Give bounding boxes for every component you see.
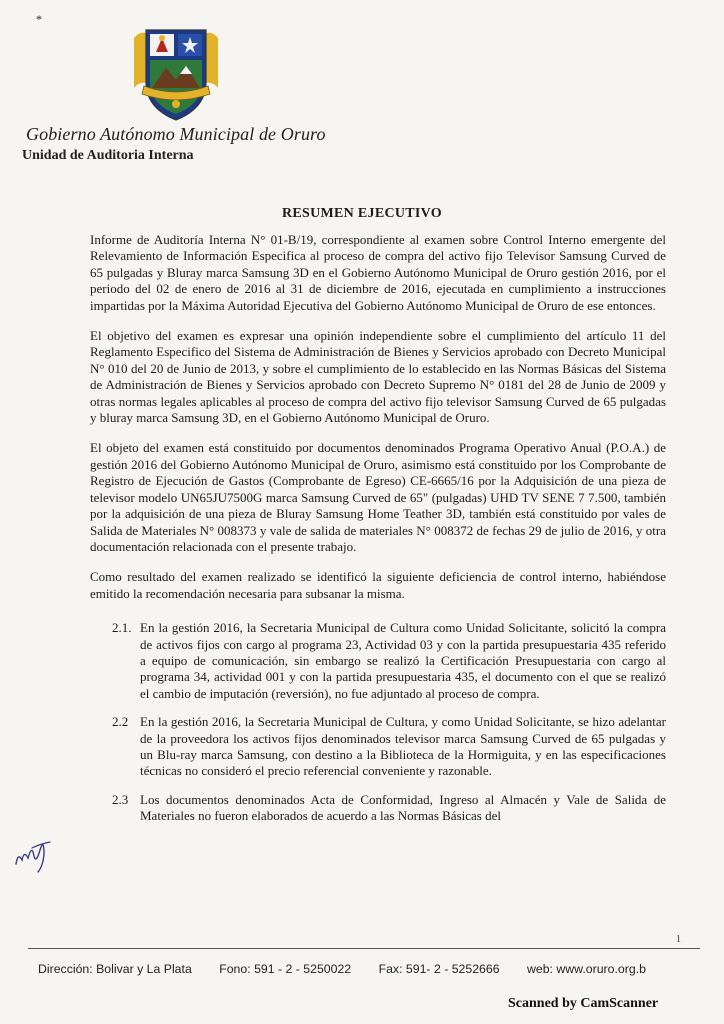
list-item [112, 620, 666, 702]
footer-fax: Fax: 591- 2 - 5252666 [378, 962, 500, 976]
item-text: En la gestión 2016, la Secretaria Municipal de Cultura, y como Unidad Solicitante, se hizo adelantar de la proveedora los activos fijos denominados televisor marca Samsung Curved de 65 pulgadas y un Blu-ray marca Samsung, con destino a la Biblioteca de la Hormiguita, y en las especificaciones técnicas no consideró el precio referencial conveniente y razonable. [140, 714, 666, 779]
findings-list [112, 620, 666, 824]
item-number: 2.2 [112, 714, 129, 730]
paragraph-objective: El objetivo del examen es expresar una opinión independiente sobre el cumplimiento del artículo 11 del Reglamento Especifico del Sistema de Administración de Bienes y Servicios aprobado con Decreto Municipal N° 010 del 20 de Junio de 2013, y sobre el cumplimiento de lo establecido en las Normas Básicas del Sistema de Administración de Bienes y Servicios aprobado con Decreto Supremo N° 0181 del 28 de Junio de 2009 y otras normas legales aplicables al proceso de compra del activo fijo televisor Samsung Curved de 65 pulgadas y bluray marca Samsung 3D, en el Gobierno Autónomo Municipal de Oruro. [90, 328, 666, 426]
paragraph-intro: Informe de Auditoría Interna N° 01-B/19, correspondiente al examen sobre Control Interno emergente del Relevamiento de Información Especifica al proceso de compra del activo fijo Televisor Samsung Curved de 65 pulgadas y Bluray marca Samsung 3D en el Gobierno Autónomo Municipal de Oruro gestión 2016, por el periodo del 02 de enero de 2016 al 31 de diciembre de 2016, ejecutada en cumplimiento a instrucciones impartidas por la Máxima Autoridad Ejecutiva del Gobierno Autónomo Municipal de Oruro de ese entonces. [90, 232, 666, 313]
paragraph-result: Como resultado del examen realizado se identificó la siguiente deficiencia de control interno, habiéndose emitido la recomendación necesaria para subsanar la misma. [90, 569, 666, 601]
item-number: 2.3 [112, 791, 129, 807]
document-body [90, 232, 666, 837]
footer-divider [28, 948, 700, 949]
item-text: Los documentos denominados Acta de Conformidad, Ingreso al Almacén y Vale de Salida de Materiales no fueron elaborados de acuerdo a las Normas Básicas del [140, 791, 666, 824]
footer-phone: Fono: 591 - 2 - 5250022 [219, 962, 352, 976]
municipal-seal-icon [128, 24, 224, 124]
corner-mark: * [36, 12, 42, 26]
item-text: En la gestión 2016, la Secretaria Municipal de Cultura como Unidad Solicitante, solicitó la compra de activos fijos con cargo al programa 23, Actividad 03 y con la partida presupuestaria 435 referido a equipo de comunicación, sin embargo se realizó la Certificación Presupuestaria con cargo al programa 34, actividad 001 y con la partida presupuestaria 435, el documento con el que se realizó el cambio de imputación (reversión), no fue adjuntado al proceso de compra. [140, 620, 666, 701]
list-item [112, 714, 666, 780]
handwritten-initials-icon [10, 830, 56, 876]
item-number: 2.1. [112, 620, 132, 636]
unit-name: Unidad de Auditoria Interna [22, 148, 194, 163]
organization-name: Gobierno Autónomo Municipal de Oruro [26, 124, 326, 144]
footer [38, 962, 724, 976]
document-title: RESUMEN EJECUTIVO [281, 206, 442, 221]
footer-web: web: www.oruro.org.b [527, 962, 646, 976]
footer-address: Dirección: Bolivar y La Plata [38, 962, 192, 976]
scanner-watermark: Scanned by CamScanner [508, 996, 659, 1011]
page-number: 1 [676, 934, 681, 945]
list-item [112, 792, 666, 825]
paragraph-object: El objeto del examen está constituido por documentos denominados Programa Operativo Anual (P.O.A.) de gestión 2016 del Gobierno Autónomo Municipal de Oruro, asimismo está constituido por los Comprobante de Registro de Ejecución de Gastos (Comprobante de Egreso) CE-6665/16 por la Adquisición de una pieza de televisor modelo UN65JU7500G marca Samsung Curved de 65" (pulgadas) UHD TV SENE 7 7.500, también por la adquisición de una pieza de Bluray Samsung Home Teather 3D, también está constituido por vales de Salida de Materiales N° 008373 y vale de salida de materiales N° 008372 de fechas 29 de julio de 2016, y otra documentación relacionada con el presente trabajo. [90, 440, 666, 554]
